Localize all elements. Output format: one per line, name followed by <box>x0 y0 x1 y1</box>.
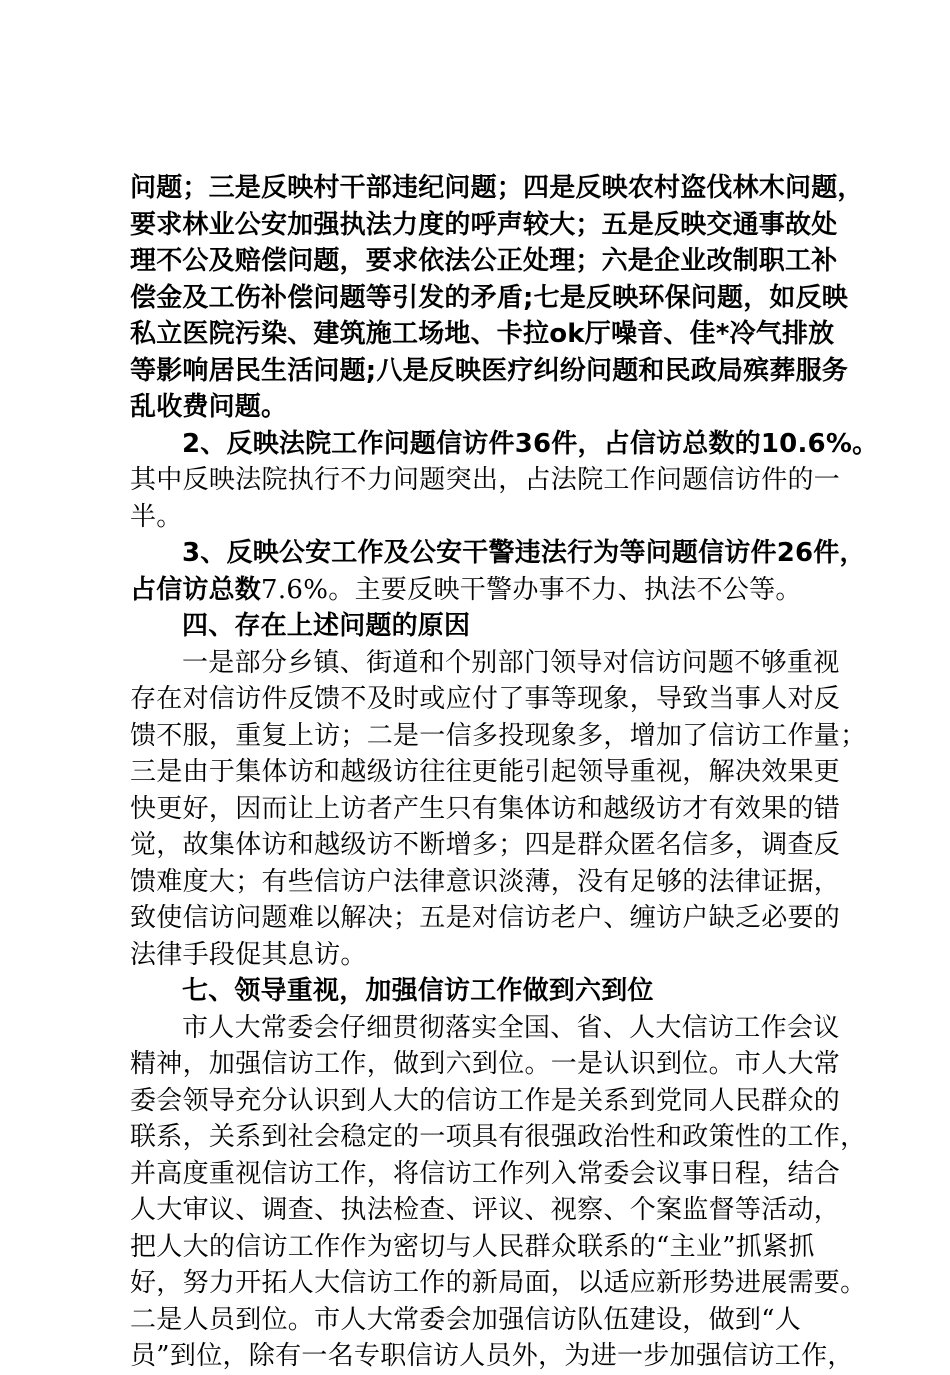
text-line: 联系，关系到社会稳定的一项具有很强政治性和政策性的工作， <box>130 1122 867 1152</box>
text-line: 法律手段促其息访。 <box>130 939 367 970</box>
text-line: 把人大的信访工作作为密切与人民群众联系的“主业”抓紧抓 <box>130 1231 815 1262</box>
paragraph-court-issues <box>130 426 879 536</box>
text-line: 委会领导充分认识到人大的信访工作是关系到党同人民群众的 <box>130 1085 841 1116</box>
text-bold-part: 占信访总数 <box>130 574 262 605</box>
text-line: 致使信访问题难以解决；五是对信访老户、缠访户缺乏必要的 <box>130 903 841 933</box>
text-line: 觉，故集体访和越级访不断增多；四是群众匿名信多，调查反 <box>130 830 841 860</box>
text-line: 市人大常委会仔细贯彻落实全国、省、人大信访工作会议 <box>182 1012 840 1043</box>
text-line: 乱收费问题。 <box>130 392 288 422</box>
text-line: 一是部分乡镇、街道和个别部门领导对信访问题不够重视 <box>182 647 840 678</box>
text-line: 其中反映法院执行不力问题突出，占法院工作问题信访件的一 <box>130 465 841 495</box>
text-line: 3、反映公安工作及公安干警违法行为等问题信访件26件， <box>182 538 866 568</box>
text-line: 馈不服，重复上访；二是一信多投现象多，增加了信访工作量； <box>130 720 867 751</box>
text-line: 三是由于集体访和越级访往往更能引起领导重视，解决效果更 <box>130 757 841 787</box>
text-line: 半。 <box>130 501 183 532</box>
text-line: 并高度重视信访工作，将信访工作列入常委会议事日程，结合 <box>130 1158 841 1189</box>
text-line: 要求林业公安加强执法力度的呼声较大；五是反映交通事故处 <box>130 209 838 240</box>
section-heading-causes: 四、存在上述问题的原因 <box>182 611 471 641</box>
text-line: 馈难度大；有些信访户法律意识淡薄，没有足够的法律证据， <box>130 866 841 897</box>
paragraph-leadership <box>130 1010 867 1375</box>
text-line: 等影响居民生活问题;八是反映医疗纠纷问题和民政局殡葬服务 <box>130 355 848 386</box>
text-line: 偿金及工伤补偿问题等引发的矛盾;七是反映环保问题，如反映 <box>130 282 848 313</box>
text-line: 问题；三是反映村干部违纪问题；四是反映农村盗伐林木问题， <box>130 173 864 203</box>
text-line: 理不公及赔偿问题，要求依法公正处理；六是企业改制职工补 <box>130 246 838 276</box>
paragraph-causes <box>130 645 867 974</box>
text-line: 快更好，因而让上访者产生只有集体访和越级访才有效果的错 <box>130 793 841 824</box>
document-page <box>130 170 879 1375</box>
text-line: 2、反映法院工作问题信访件36件，占信访总数的10.6%。 <box>182 428 879 459</box>
text-line: 二是人员到位。市人大常委会加强信访队伍建设，做到“人 <box>130 1304 802 1335</box>
text-line: 好，努力开拓人大信访工作的新局面，以适应新形势进展需要。 <box>130 1268 867 1298</box>
text-line: 私立医院污染、建筑施工场地、卡拉ok厅噪音、佳*冷气排放 <box>130 319 835 349</box>
text-serif-part: 7.6%。主要反映干警办事不力、执法不公等。 <box>261 574 802 605</box>
text-line: 人大审议、调查、执法检查、评议、视察、个案监督等活动， <box>130 1195 841 1225</box>
text-line-mixed <box>130 572 842 609</box>
paragraph-police-issues <box>130 535 866 608</box>
text-line: 精神，加强信访工作，做到六到位。一是认识到位。市人大常 <box>130 1049 841 1079</box>
text-line: 存在对信访件反馈不及时或应付了事等现象，导致当事人对反 <box>130 684 841 714</box>
text-line: 员”到位，除有一名专职信访人员外，为进一步加强信访工作， <box>130 1341 854 1371</box>
paragraph-problems-list <box>130 170 864 426</box>
section-heading-leadership: 七、领导重视，加强信访工作做到六到位 <box>182 976 654 1006</box>
